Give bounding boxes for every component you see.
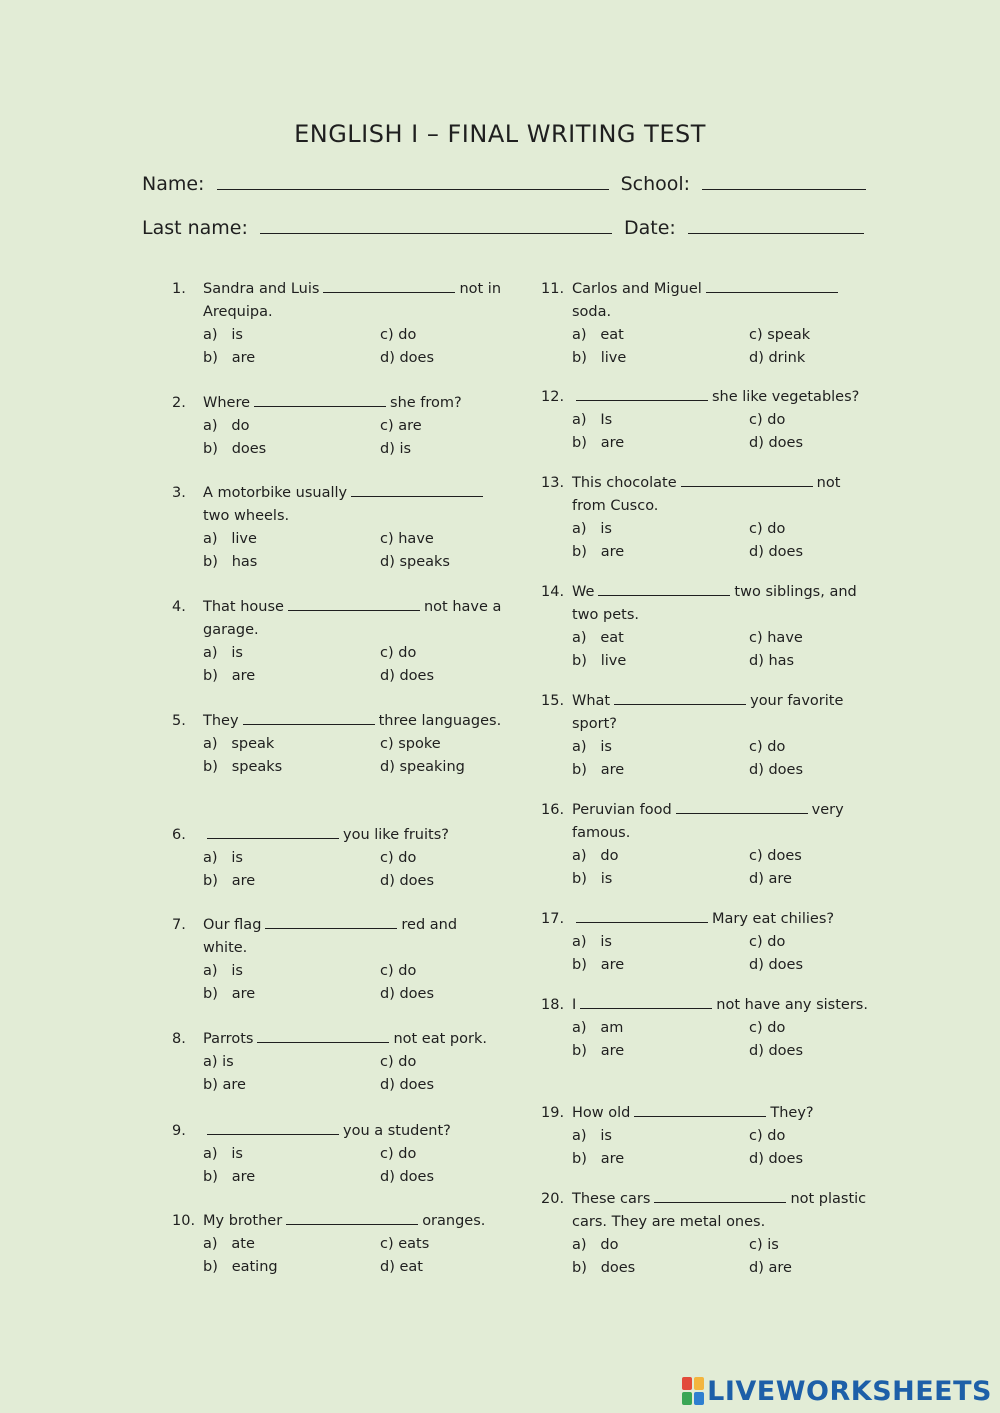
stem-before-text: That house — [203, 599, 284, 615]
answer-option[interactable]: b) are — [203, 1077, 246, 1093]
stem-before-text: Sandra and Luis — [203, 281, 320, 297]
answer-option[interactable]: b) speaks — [203, 759, 283, 775]
answer-blank[interactable] — [288, 596, 420, 611]
question-body — [572, 386, 871, 455]
stem-after-text: Mary eat chilies? — [712, 911, 835, 927]
question-number: 5. — [172, 713, 186, 729]
question-body — [572, 472, 871, 564]
answer-option[interactable]: d) are — [749, 1260, 792, 1276]
answer-option[interactable]: a) is — [203, 963, 243, 979]
lastname-field[interactable] — [260, 215, 612, 234]
answer-option[interactable]: a) Is — [572, 412, 613, 428]
question-7 — [172, 914, 502, 1006]
answer-option[interactable]: c) do — [380, 1146, 417, 1162]
question-stem — [572, 472, 871, 518]
stem-after-text: not eat pork. — [393, 1031, 487, 1047]
question-number: 6. — [172, 827, 186, 843]
answer-blank[interactable] — [598, 581, 730, 596]
answer-option[interactable]: a) is — [203, 1146, 243, 1162]
stem-before-text: What — [572, 693, 611, 709]
question-13 — [541, 472, 871, 564]
answer-option[interactable]: a) is — [572, 739, 612, 755]
question-number: 8. — [172, 1031, 186, 1047]
logo-square-icon — [694, 1392, 704, 1405]
question-8 — [172, 1028, 502, 1097]
answer-option[interactable]: d) does — [380, 1077, 435, 1093]
stem-after-text: oranges. — [422, 1213, 486, 1229]
date-field[interactable] — [688, 215, 864, 234]
answer-blank[interactable] — [265, 914, 397, 929]
question-stem — [203, 1028, 502, 1051]
question-body — [203, 710, 502, 779]
answer-option[interactable]: d) does — [749, 1043, 804, 1059]
question-stem — [572, 278, 871, 324]
question-stem — [203, 596, 502, 642]
question-stem — [203, 914, 502, 960]
question-stem — [203, 1210, 502, 1233]
answer-option[interactable]: b) are — [572, 544, 625, 560]
question-number: 12. — [541, 389, 565, 405]
answer-option[interactable]: b) eating — [203, 1259, 278, 1275]
question-number: 2. — [172, 395, 186, 411]
answer-option[interactable]: c) have — [749, 630, 803, 646]
answer-option[interactable]: d) does — [749, 435, 804, 451]
answer-option[interactable]: d) drink — [749, 350, 806, 366]
question-stem — [572, 908, 871, 931]
answer-option[interactable]: b) are — [203, 1169, 256, 1185]
answer-option[interactable]: d) is — [380, 441, 412, 457]
answer-option[interactable]: b) does — [203, 441, 267, 457]
answer-options — [203, 1143, 502, 1189]
answer-option[interactable]: d) does — [380, 873, 435, 889]
question-1 — [172, 278, 502, 370]
answer-option[interactable]: c) do — [380, 963, 417, 979]
question-body — [572, 278, 871, 370]
answer-blank[interactable] — [580, 994, 712, 1009]
stem-after-text: you a student? — [343, 1123, 451, 1139]
answer-options — [572, 324, 871, 370]
answer-blank[interactable] — [257, 1028, 389, 1043]
stem-before-text: Parrots — [203, 1031, 254, 1047]
answer-option[interactable]: a) is — [203, 645, 243, 661]
answer-options — [203, 960, 502, 1006]
answer-option[interactable]: c) have — [380, 531, 434, 547]
question-body — [203, 824, 502, 893]
question-body — [572, 1102, 871, 1171]
logo-mark-icon — [682, 1377, 704, 1405]
stem-before-text: Peruvian food — [572, 802, 672, 818]
answer-option[interactable]: d) speaking — [380, 759, 465, 775]
answer-options — [203, 847, 502, 893]
question-body — [572, 690, 871, 782]
stem-before-text: How old — [572, 1105, 631, 1121]
answer-option[interactable]: c) do — [749, 1020, 786, 1036]
question-stem — [203, 710, 502, 733]
answer-options — [572, 518, 871, 564]
stem-after-text: not have a garage. — [203, 599, 502, 638]
question-16 — [541, 799, 871, 891]
answer-option[interactable]: c) is — [749, 1237, 779, 1253]
logo-square-icon — [682, 1392, 692, 1405]
name-field[interactable] — [217, 171, 609, 190]
question-number: 3. — [172, 485, 186, 501]
answer-option[interactable]: a) is — [203, 327, 243, 343]
stem-after-text: two siblings, and two pets. — [572, 584, 857, 623]
answer-blank[interactable] — [243, 710, 375, 725]
question-11 — [541, 278, 871, 370]
question-number: 9. — [172, 1123, 186, 1139]
question-number: 4. — [172, 599, 186, 615]
question-stem — [203, 392, 502, 415]
question-body — [203, 482, 502, 574]
answer-option[interactable]: c) do — [749, 739, 786, 755]
stem-before-text: Where — [203, 395, 251, 411]
answer-option[interactable]: d) does — [749, 762, 804, 778]
answer-blank[interactable] — [654, 1188, 786, 1203]
stem-after-text: she like vegetables? — [712, 389, 860, 405]
answer-option[interactable]: b) are — [572, 435, 625, 451]
answer-option[interactable]: a) is — [203, 1054, 234, 1070]
answer-option[interactable]: c) do — [749, 521, 786, 537]
question-stem — [572, 994, 871, 1017]
question-stem — [572, 386, 871, 409]
stem-after-text: your favorite sport? — [572, 693, 844, 732]
question-number: 11. — [541, 281, 565, 297]
answer-options — [203, 528, 502, 574]
question-body — [572, 581, 871, 673]
answer-options — [572, 931, 871, 977]
header-row-name — [142, 171, 872, 195]
answer-option[interactable]: a) do — [572, 848, 619, 864]
stem-after-text: she from? — [390, 395, 462, 411]
answer-options — [203, 1051, 502, 1097]
answer-option[interactable]: d) has — [749, 653, 795, 669]
question-body — [572, 1188, 871, 1280]
answer-blank[interactable] — [676, 799, 808, 814]
answer-option[interactable]: a) am — [572, 1020, 624, 1036]
question-body — [572, 908, 871, 977]
question-19 — [541, 1102, 871, 1171]
question-number: 1. — [172, 281, 186, 297]
question-body — [203, 596, 502, 688]
answer-option[interactable]: b) are — [572, 957, 625, 973]
answer-option[interactable]: b) does — [572, 1260, 636, 1276]
lastname-label: Last name: — [142, 217, 248, 239]
question-15 — [541, 690, 871, 782]
answer-option[interactable]: c) do — [749, 934, 786, 950]
question-stem — [203, 278, 502, 324]
answer-option[interactable]: a) is — [572, 934, 612, 950]
answer-blank[interactable] — [576, 386, 708, 401]
stem-before-text: My brother — [203, 1213, 283, 1229]
answer-blank[interactable] — [286, 1210, 418, 1225]
school-label: School: — [620, 173, 691, 195]
answer-option[interactable]: a) live — [203, 531, 257, 547]
answer-options — [572, 627, 871, 673]
stem-after-text: three languages. — [378, 713, 502, 729]
question-number: 19. — [541, 1105, 565, 1121]
answer-blank[interactable] — [706, 278, 838, 293]
question-6 — [172, 824, 502, 893]
answer-option[interactable]: b) are — [203, 668, 256, 684]
answer-blank[interactable] — [634, 1102, 766, 1117]
answer-option[interactable]: a) do — [203, 418, 250, 434]
answer-option[interactable]: d) does — [749, 1151, 804, 1167]
logo-text: LIVEWORKSHEETS — [707, 1375, 992, 1407]
answer-option[interactable]: b) are — [572, 1043, 625, 1059]
answer-option[interactable]: b) are — [572, 1151, 625, 1167]
question-body — [203, 914, 502, 1006]
answer-option[interactable]: a) is — [203, 850, 243, 866]
question-stem — [572, 1102, 871, 1125]
answer-option[interactable]: a) eat — [572, 327, 624, 343]
question-stem — [203, 1120, 502, 1143]
answer-options — [203, 733, 502, 779]
liveworksheets-logo — [682, 1375, 992, 1407]
answer-option[interactable]: d) does — [749, 544, 804, 560]
question-number: 20. — [541, 1191, 565, 1207]
answer-options — [572, 1234, 871, 1280]
question-stem — [572, 690, 871, 736]
question-stem — [203, 482, 502, 528]
answer-option[interactable]: b) are — [203, 873, 256, 889]
answer-blank[interactable] — [323, 278, 455, 293]
answer-options — [572, 1017, 871, 1063]
stem-before-text: Carlos and Miguel — [572, 281, 702, 297]
stem-after-text: very famous. — [572, 802, 844, 841]
question-20 — [541, 1188, 871, 1280]
question-stem — [572, 581, 871, 627]
answer-option[interactable]: c) do — [749, 412, 786, 428]
stem-after-text: not in Arequipa. — [203, 281, 502, 320]
question-body — [572, 994, 871, 1063]
answer-option[interactable]: b) are — [203, 986, 256, 1002]
answer-option[interactable]: c) do — [380, 1054, 417, 1070]
answer-options — [203, 642, 502, 688]
stem-before-text: A motorbike usually — [203, 485, 348, 501]
answer-options — [572, 409, 871, 455]
answer-blank[interactable] — [681, 472, 813, 487]
answer-option[interactable]: d) does — [749, 957, 804, 973]
stem-after-text: red and white. — [203, 917, 458, 956]
stem-before-text: Our flag — [203, 917, 262, 933]
stem-after-text: two wheels. — [203, 508, 290, 524]
answer-option[interactable]: b) are — [572, 762, 625, 778]
answer-blank[interactable] — [614, 690, 746, 705]
question-body — [203, 392, 502, 461]
answer-option[interactable]: d) does — [380, 986, 435, 1002]
name-label: Name: — [142, 173, 205, 195]
answer-blank[interactable] — [254, 392, 386, 407]
answer-option[interactable]: c) speak — [749, 327, 811, 343]
answer-option[interactable]: d) does — [380, 668, 435, 684]
question-number: 13. — [541, 475, 565, 491]
question-number: 16. — [541, 802, 565, 818]
answer-option[interactable]: b) is — [572, 871, 613, 887]
answer-blank[interactable] — [576, 908, 708, 923]
answer-option[interactable]: c) do — [380, 850, 417, 866]
answer-option[interactable]: c) eats — [380, 1236, 430, 1252]
answer-blank[interactable] — [207, 1120, 339, 1135]
answer-option[interactable]: a) eat — [572, 630, 624, 646]
answer-options — [203, 415, 502, 461]
answer-option[interactable]: c) are — [380, 418, 422, 434]
question-14 — [541, 581, 871, 673]
answer-options — [572, 845, 871, 891]
stem-before-text: We — [572, 584, 595, 600]
stem-before-text: These cars — [572, 1191, 651, 1207]
answer-option[interactable]: a) is — [572, 1128, 612, 1144]
answer-option[interactable]: c) do — [749, 1128, 786, 1144]
answer-options — [572, 1125, 871, 1171]
question-number: 10. — [172, 1213, 196, 1229]
question-2 — [172, 392, 502, 461]
answer-blank[interactable] — [351, 482, 483, 497]
answer-option[interactable]: b) live — [572, 350, 627, 366]
date-label: Date: — [624, 217, 676, 239]
stem-after-text: soda. — [572, 304, 612, 320]
answer-option[interactable]: a) speak — [203, 736, 275, 752]
page-title: ENGLISH I – FINAL WRITING TEST — [294, 120, 706, 148]
stem-after-text: not have any sisters. — [716, 997, 868, 1013]
answer-blank[interactable] — [207, 824, 339, 839]
answer-option[interactable]: a) ate — [203, 1236, 255, 1252]
answer-option[interactable]: a) is — [572, 521, 612, 537]
school-field[interactable] — [702, 171, 866, 190]
answer-option[interactable]: c) do — [380, 645, 417, 661]
stem-after-text: not from Cusco. — [572, 475, 841, 514]
answer-option[interactable]: d) eat — [380, 1259, 423, 1275]
answer-option[interactable]: b) are — [203, 350, 256, 366]
answer-option[interactable]: b) has — [203, 554, 258, 570]
stem-before-text: They — [203, 713, 239, 729]
answer-options — [203, 1233, 502, 1279]
question-body — [572, 799, 871, 891]
answer-option[interactable]: c) does — [749, 848, 802, 864]
question-body — [203, 278, 502, 370]
question-12 — [541, 386, 871, 455]
question-18 — [541, 994, 871, 1063]
stem-after-text: They? — [770, 1105, 814, 1121]
header-row-lastname — [142, 215, 870, 239]
question-number: 18. — [541, 997, 565, 1013]
question-stem — [572, 799, 871, 845]
stem-before-text: I — [572, 997, 577, 1013]
logo-square-icon — [682, 1377, 692, 1390]
question-3 — [172, 482, 502, 574]
answer-option[interactable]: d) are — [749, 871, 792, 887]
question-number: 17. — [541, 911, 565, 927]
question-body — [203, 1210, 502, 1279]
question-number: 15. — [541, 693, 565, 709]
question-body — [203, 1028, 502, 1097]
question-body — [203, 1120, 502, 1189]
question-number: 14. — [541, 584, 565, 600]
logo-square-icon — [694, 1377, 704, 1390]
answer-options — [572, 736, 871, 782]
answer-option[interactable]: a) do — [572, 1237, 619, 1253]
stem-after-text: not plastic cars. They are metal ones. — [572, 1191, 867, 1230]
question-4 — [172, 596, 502, 688]
question-17 — [541, 908, 871, 977]
question-stem — [203, 824, 502, 847]
stem-after-text: you like fruits? — [343, 827, 449, 843]
question-10 — [172, 1210, 502, 1279]
question-5 — [172, 710, 502, 779]
stem-before-text: This chocolate — [572, 475, 677, 491]
answer-option[interactable]: b) live — [572, 653, 627, 669]
answer-option[interactable]: d) does — [380, 1169, 435, 1185]
question-number: 7. — [172, 917, 186, 933]
answer-option[interactable]: d) does — [380, 350, 435, 366]
answer-option[interactable]: c) spoke — [380, 736, 441, 752]
question-stem — [572, 1188, 871, 1234]
answer-option[interactable]: c) do — [380, 327, 417, 343]
answer-options — [203, 324, 502, 370]
question-9 — [172, 1120, 502, 1189]
answer-option[interactable]: d) speaks — [380, 554, 450, 570]
